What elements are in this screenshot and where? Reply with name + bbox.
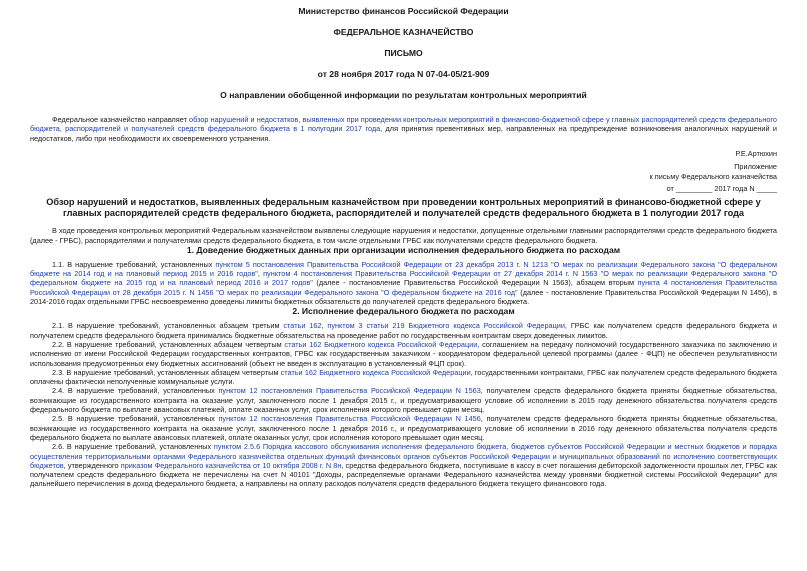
paragraph-1-1: 1.1. В нарушение требований, установленных пунктом 5 постановления Правительства Российской Федерации от 23 декабря 2013 г. N 1213 "О мерах по реализации Федерального закона "О федеральном бюджете на 2014 год и на плановый период 2015 и 2016 годов", пунктом 4 постановления Правительства Российской Федерации от 27 декабря 2014 г. N 1563 "О мерах по реализации Федерального закона "О федеральном бюджете на 2015 год и на плановый период 2016 и 2017 годов" (далее - постановление Правительства Российской Федерации N 1563), абзацем вторым пункта 4 постановления Правительства Российской Федерации от 28 декабря 2015 г. N 1456 "О мерах по реализации Федерального закона "О федеральном бюджете на 2016 год" (далее - постановление Правительства Российской Федерации N 1456), в 2014-2016 годах отдельными ГРБС несвоевременно доведены лимиты бюджетных обязательств до получателей средств федерального бюджета.	[30, 259, 778, 307]
link-clause-12-resolution-1456[interactable]: пунктом 12 постановления Правительства Российской Федерации N 1456	[218, 414, 481, 424]
link-resolution-1563[interactable]: пунктом 4 постановления Правительства Российской Федерации от 27 декабря 2014 г. N 1563 "О мерах по реализации Федерального закона "О федеральном бюджете на 2015 год и на плановый период 2016 и 2017 годов"	[30, 269, 778, 288]
link-article-162-budget-code[interactable]: статьи 162 Бюджетного кодекса Российской Федерации	[284, 339, 478, 349]
link-cash-service-procedure[interactable]: пунктом 2.5.6 Порядка кассового обслуживания исполнения федерального бюджета, бюджетов субъектов Российской Федерации и местных бюджетов и порядка осуществления территориальными органами Федерального казначейства отдельных функций финансовых органов субъектов Российской Федерации и муниципальных образований по исполнению соответствующих бюджетов	[30, 442, 777, 470]
date-number: от 28 ноября 2017 года N 07-04-05/21-909	[317, 69, 490, 79]
paragraph-2-1: 2.1. В нарушение требований, установленных абзацем третьим статьи 162, пунктом 3 статьи 219 Бюджетного кодекса Российской Федерации, ГРБС как получателем средств федерального бюджета и получателем средств федерального бюджета принимались бюджетные обязательства на проведение работ по государственным контрактам сверх доведенных лимитов.	[30, 321, 777, 340]
appendix-date-line: от _________ 2017 года N _____	[666, 183, 777, 193]
signature-block	[30, 149, 777, 193]
paragraph-2-5: 2.5. В нарушение требований, установленных пунктом 12 постановления Правительства Российской Федерации N 1456, получателем средств федерального бюджета приняты бюджетные обязательства, возникающие из государственного контракта на оказание услуг, заключенного после 1 декабря 2016 г., и предусматривающего условие об исполнении в 2016 году денежного обязательства получателя средств федерального бюджета по выплате авансовых платежей, оплате оказанных услуг, срок исполнения которого превышает один месяц.	[30, 414, 777, 442]
review-intro: В ходе проведения контрольных мероприятий Федеральным казначейством выявлены следующие нарушения и недостатки, допущенные отдельными главными распорядителями средств федерального бюджета (далее - ГРБС), распорядителями и получателями средств федерального бюджета, в том числе отдельными ГРБС как получателями средств федерального бюджета.	[30, 226, 777, 245]
letter-subject: О направлении обобщенной информации по результатам контрольных мероприятий	[220, 90, 587, 100]
link-article-219[interactable]: пунктом 3 статьи 219 Бюджетного кодекса Российской Федерации	[327, 321, 565, 331]
review-link[interactable]: обзор нарушений и недостатков, выявленных при проведении контрольных мероприятий в финансово-бюджетной сфере у главных распорядителей средств федерального бюджета, распорядителей и получателей средств федерального бюджета в 1 полугодии 2017 года	[30, 115, 777, 134]
paragraph-2-6: 2.6. В нарушение требований, установленных пунктом 2.5.6 Порядка кассового обслуживания исполнения федерального бюджета, бюджетов субъектов Российской Федерации и местных бюджетов и порядка осуществления территориальными органами Федерального казначейства отдельных функций финансовых органов субъектов Российской Федерации и муниципальных образований по исполнению соответствующих бюджетов, утвержденного приказом Федерального казначейства от 10 октября 2008 г. N 8н, средства федерального бюджета, поступившие в кассу в счет погашения дебиторской задолженности прошлых лет, ГРБС как получателем средств федерального бюджета не перечислены на счет N 40101 "Доходы, распределяемые органами Федерального казначейства между уровнями бюджетной системы Российской Федерации" для дальнейшего перечисления в доход федерального бюджета, а направлены на оплату расходов получателя средств федерального бюджета текущего финансового года.	[30, 442, 777, 489]
link-clause-12-resolution-1563[interactable]: пунктом 12 постановления Правительства Российской Федерации N 1563	[218, 386, 481, 396]
review-title: Обзор нарушений и недостатков, выявленных федеральным казначейством при проведении контрольных мероприятий в финансово-бюджетной сфере у главных распорядителей средств федерального бюджета, распорядителей и получателей средств федерального бюджета в 1 полугодии 2017 года	[46, 197, 761, 219]
paragraph-2-2: 2.2. В нарушение требований, установленных абзацем четвертым статьи 162 Бюджетного кодекса Российской Федерации, соглашением на передачу полномочий государственного заказчика по заключению и исполнению от имени Российской Федерации государственных контрактов, ГРБС как государственным заказчиком - координатором федеральной целевой программы (далее - ФЦП) не обеспечен результативности использования предусмотренных ему бюджетных ассигнований (объект не введен в эксплуатацию в установленный ФЦП срок).	[30, 339, 778, 368]
document-type: ПИСЬМО	[384, 48, 423, 58]
paragraph-2-3: 2.3. В нарушение требований, установленных абзацем четвертым статьи 162 Бюджетного кодекса Российской Федерации, государственными контрактами, ГРБС как получателем средств федерального бюджета оплачены фактически неполученные коммунальные услуги.	[30, 367, 777, 387]
link-article-162-budget-code-2[interactable]: статьи 162 Бюджетного кодекса Российской Федерации	[280, 367, 471, 377]
link-resolution-1213[interactable]: пунктом 5 постановления Правительства Российской Федерации от 23 декабря 2013 г. N 1213 "О мерах по реализации Федерального закона "О федеральном бюджете на 2014 год и на плановый период 2015 и 2016 годов"	[30, 259, 777, 279]
intro-paragraph: Федеральное казначейство направляет обзор нарушений и недостатков, выявленных при проведении контрольных мероприятий в финансово-бюджетной сфере у главных распорядителей средств федерального бюджета, распорядителей и получателей средств федерального бюджета в 1 полугодии 2017 года, для принятия превентивных мер, направленных на предупреждение возникновения аналогичных нарушений и недостатков, либо при необходимости их своевременного устранения.	[30, 115, 777, 143]
appendix-to-letter: к письму Федерального казначейства	[649, 172, 777, 182]
section-1-title: 1. Доведение бюджетных данных при организации исполнения федерального бюджета по расходам	[186, 244, 621, 255]
link-article-162[interactable]: статьи 162	[283, 321, 322, 331]
ministry-name: Министерство финансов Российской Федерации	[298, 6, 509, 16]
section-2-title: 2. Исполнение федерального бюджета по расходам	[292, 306, 515, 317]
signatory-name: Р.Е.Артюхин	[735, 148, 777, 158]
link-order-8n[interactable]: приказом Федерального казначейства от 10 октября 2008 г. N 8н	[120, 460, 342, 470]
link-resolution-1456[interactable]: пункта 4 постановления Правительства Российской Федерации от 28 декабря 2015 г. N 1456 "О мерах по реализации Федерального закона "О федеральном бюджете на 2016 год"	[30, 278, 777, 297]
agency-name: ФЕДЕРАЛЬНОЕ КАЗНАЧЕЙСТВО	[333, 27, 474, 37]
letter-header	[30, 6, 777, 101]
paragraph-2-4: 2.4. В нарушение требований, установленных пунктом 12 постановления Правительства Российской Федерации N 1563, получателем средств федерального бюджета приняты бюджетные обязательства, возникающие из государственного контракта на оказание услуг, заключенного после 1 декабря 2015 г., и предусматривающего условие об исполнении в 2015 году денежного обязательства получателя средств федерального бюджета по выплате авансовых платежей, оплате оказанных услуг, срок исполнения которого превышает один месяц.	[30, 386, 777, 415]
appendix-label: Приложение	[734, 162, 777, 172]
